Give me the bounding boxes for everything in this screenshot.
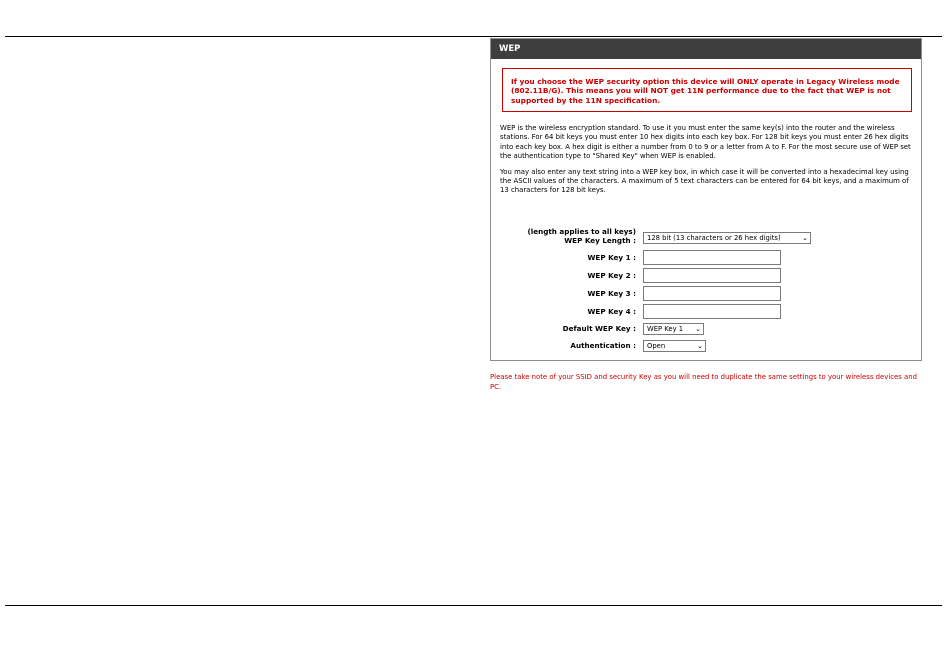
- default-key-row: [491, 323, 923, 339]
- key2-row: [491, 268, 923, 284]
- wep-panel: [490, 38, 922, 361]
- key1-label: WEP Key 1 :: [587, 253, 636, 262]
- key-length-note: (length applies to all keys): [527, 227, 636, 236]
- authentication-row: [491, 340, 923, 356]
- key4-label: WEP Key 4 :: [587, 307, 636, 316]
- default-key-select[interactable]: [643, 323, 704, 335]
- key4-row: [491, 304, 923, 320]
- authentication-select[interactable]: [643, 340, 706, 352]
- authentication-value: Open: [647, 342, 666, 350]
- key1-row: [491, 250, 923, 266]
- key2-label: WEP Key 2 :: [587, 271, 636, 280]
- key-length-value: 128 bit (13 characters or 26 hex digits): [647, 234, 781, 242]
- chevron-down-icon: ⌄: [802, 234, 808, 242]
- wep-key1-input[interactable]: [643, 250, 781, 265]
- wep-key3-input[interactable]: [643, 286, 781, 301]
- key-length-label: WEP Key Length :: [564, 236, 636, 245]
- key-length-select[interactable]: [643, 232, 811, 244]
- key3-row: [491, 286, 923, 302]
- key3-label: WEP Key 3 :: [587, 289, 636, 298]
- panel-title: WEP: [491, 39, 921, 59]
- wep-text-key-description: You may also enter any text string into a WEP key box, in which case it will be converted into a hexadecimal key using the ASCII values of the characters. A maximum of 5 text characters can be entered for 64 bit keys, and a maximum of 13 characters for 128 bit keys.: [500, 167, 909, 195]
- wep-warning-box: If you choose the WEP security option this device will ONLY operate in Legacy Wireless mode (802.11B/G). This means you will NOT get 11N performance due to the fact that WEP is not supported by the 11N specification.: [502, 68, 912, 112]
- top-divider: [5, 36, 942, 37]
- wep-key4-input[interactable]: [643, 304, 781, 319]
- key-length-row: [491, 227, 923, 243]
- chevron-down-icon: ⌄: [695, 325, 701, 333]
- default-key-label: Default WEP Key :: [562, 324, 636, 333]
- ssid-key-reminder: Please take note of your SSID and security Key as you will need to duplicate the same settings to your wireless devices and PC.: [490, 373, 918, 391]
- wep-key2-input[interactable]: [643, 268, 781, 283]
- authentication-label: Authentication :: [570, 341, 636, 350]
- bottom-divider: [5, 605, 942, 606]
- chevron-down-icon: ⌄: [697, 342, 703, 350]
- default-key-value: WEP Key 1: [647, 325, 684, 333]
- wep-description: WEP is the wireless encryption standard. To use it you must enter the same key(s) into the router and the wireless stations. For 64 bit keys you must enter 10 hex digits into each key box. For 128 bit keys you must enter 26 hex digits into each key box. A hex digit is either a number from 0 to 9 or a letter from A to F. For the most secure use of WEP set the authentication type to "Shared Key" when WEP is enabled.: [500, 124, 911, 161]
